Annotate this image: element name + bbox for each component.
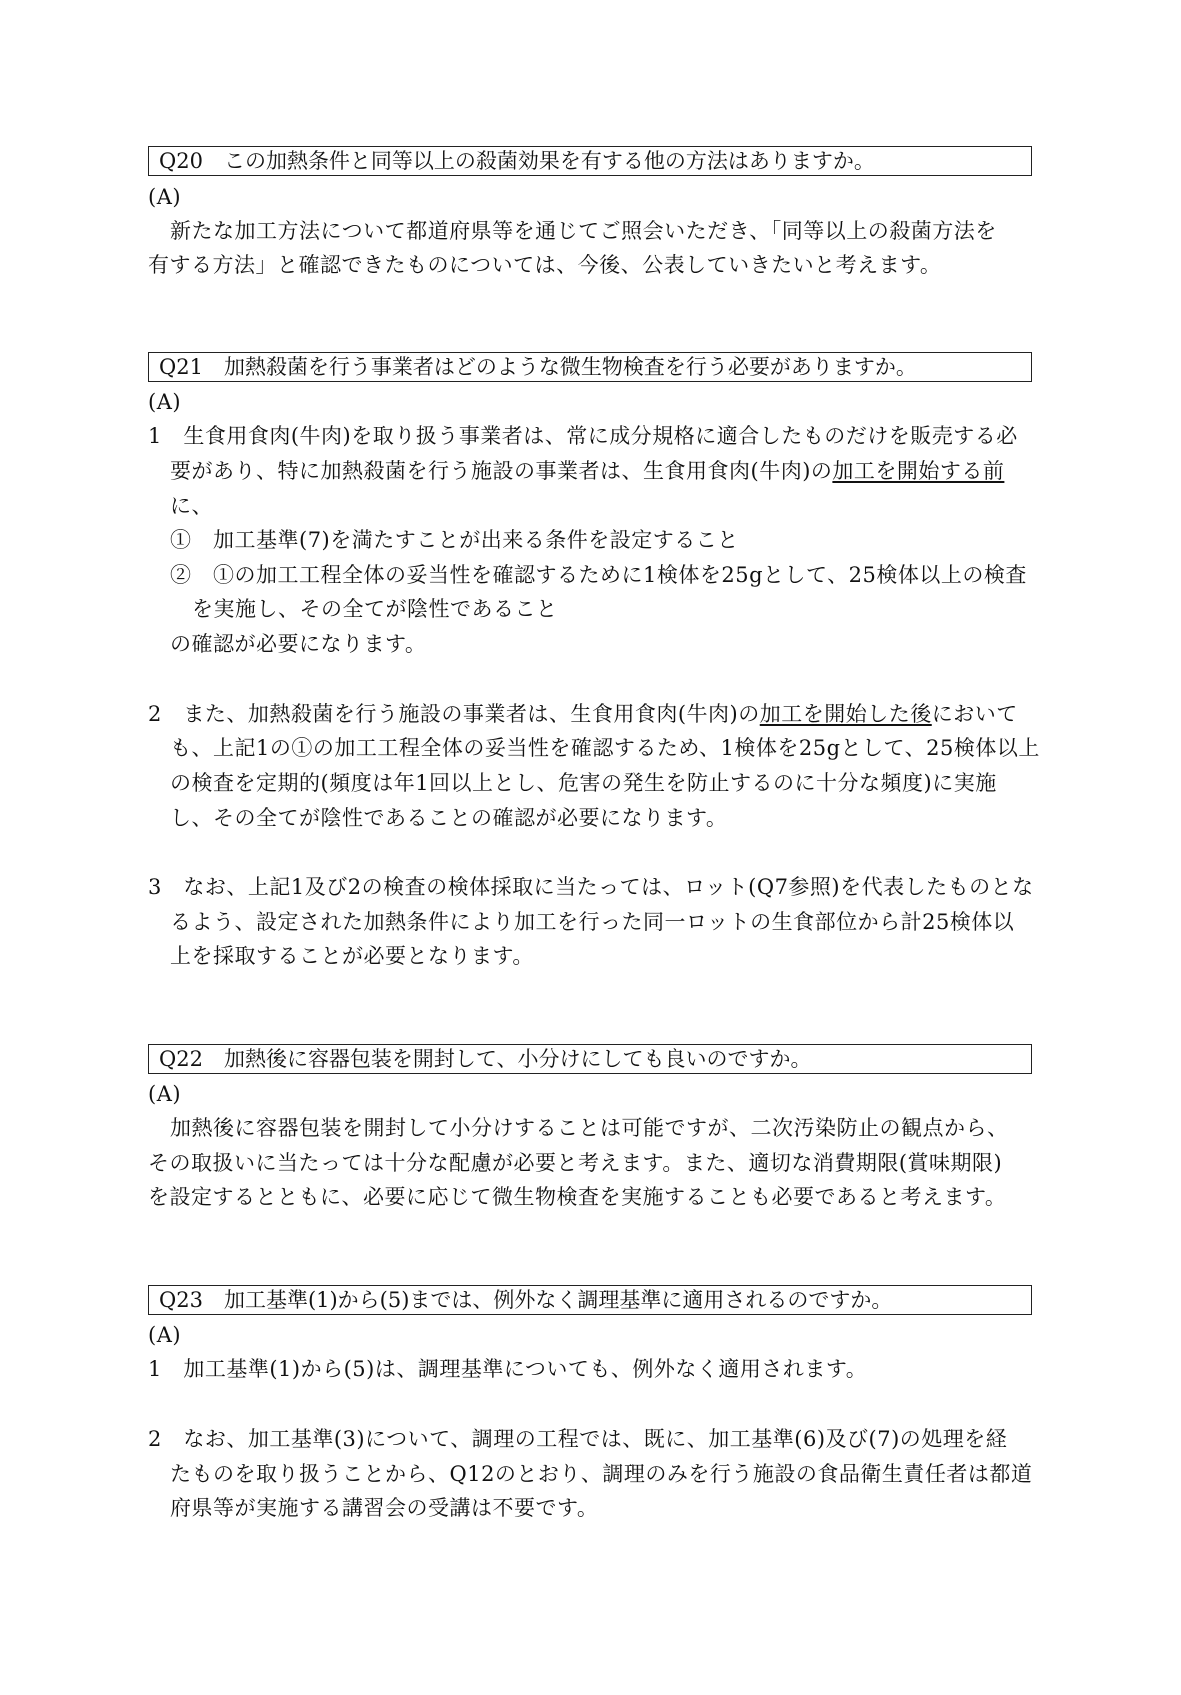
q22-answer-line-1: 加熱後に容器包装を開封して小分けすることは可能ですが、二次汚染防止の観点から、 xyxy=(170,1116,1009,1140)
q21-answer-label: (A) xyxy=(148,390,182,414)
q22-answer-line-3: を設定するとともに、必要に応じて微生物検査を実施することも必要であると考えます。 xyxy=(148,1185,1007,1209)
q23-answer-label: (A) xyxy=(148,1323,182,1347)
q23-question-box: Q23 加工基準(1)から(5)までは、例外なく調理基準に適用されるのですか。 xyxy=(148,1285,1032,1315)
q21-p1-line-2-text: 要があり、特に加熱殺菌を行う施設の事業者は、生食用食肉(牛肉)の xyxy=(170,459,833,483)
q21-p2-line-2: も、上記1の①の加工工程全体の妥当性を確認するため、1検体を25gとして、25検体以上 xyxy=(170,736,1040,760)
q20-answer-line-1: 新たな加工方法について都道府県等を通じてご照会いただき、「同等以上の殺菌方法を xyxy=(170,219,997,243)
q20-answer-line-2: 有する方法」と確認できたものについては、今後、公表していきたいと考えます。 xyxy=(148,253,942,277)
q21-p2-line-1-post: において xyxy=(931,702,1018,726)
q22-answer-label: (A) xyxy=(148,1082,182,1106)
q21-p3-line-2: るよう、設定された加熱条件により加工を行った同一ロットの生食部位から計25検体以 xyxy=(170,910,1015,934)
q21-item-1: ① 加工基準(7)を満たすことが出来る条件を設定すること xyxy=(170,528,739,552)
q23-p2-line-3: 府県等が実施する講習会の受講は不要です。 xyxy=(170,1496,599,1520)
q21-question-box: Q21 加熱殺菌を行う事業者はどのような微生物検査を行う必要がありますか。 xyxy=(148,352,1032,382)
q23-p2-line-1: 2 なお、加工基準(3)について、調理の工程では、既に、加工基準(6)及び(7)の処理を経 xyxy=(148,1427,1008,1451)
q21-underlined-after-processing: 加工を開始した後 xyxy=(759,702,932,726)
q21-p3-line-3: 上を採取することが必要となります。 xyxy=(170,944,534,968)
q21-item-2-line-2: を実施し、その全てが陰性であること xyxy=(192,597,558,621)
q23-p1: 1 加工基準(1)から(5)は、調理基準についても、例外なく適用されます。 xyxy=(148,1357,868,1381)
q22-answer-line-2: その取扱いに当たっては十分な配慮が必要と考えます。また、適切な消費期限(賞味期限) xyxy=(148,1151,1003,1175)
q21-p2-line-4: し、その全てが陰性であることの確認が必要になります。 xyxy=(170,806,728,830)
q21-p1-line-1: 1 生食用食肉(牛肉)を取り扱う事業者は、常に成分規格に適合したものだけを販売する必 xyxy=(148,424,1018,448)
q21-p2-line-1 xyxy=(148,701,1018,727)
q21-p2-line-1-pre: 2 また、加熱殺菌を行う施設の事業者は、生食用食肉(牛肉)の xyxy=(148,702,760,726)
q21-p2-line-3: の検査を定期的(頻度は年1回以上とし、危害の発生を防止するのに十分な頻度)に実施 xyxy=(170,771,997,795)
q23-p2-line-2: たものを取り扱うことから、Q12のとおり、調理のみを行う施設の食品衛生責任者は都道 xyxy=(170,1462,1033,1486)
q21-item-2-line-1: ② ①の加工工程全体の妥当性を確認するために1検体を25gとして、25検体以上の検査 xyxy=(170,563,1027,587)
q21-p3-line-1: 3 なお、上記1及び2の検査の検体採取に当たっては、ロット(Q7参照)を代表したものとな xyxy=(148,875,1034,899)
q20-answer-label: (A) xyxy=(148,185,182,209)
q21-p1-line-2 xyxy=(170,458,1004,484)
q21-underlined-before-processing: 加工を開始する前 xyxy=(832,459,1005,483)
q21-p1-line-3: に、 xyxy=(170,494,213,518)
q22-question-box: Q22 加熱後に容器包装を開封して、小分けにしても良いのですか。 xyxy=(148,1044,1032,1074)
q21-p1-close: の確認が必要になります。 xyxy=(170,632,427,656)
q20-question-box: Q20 この加熱条件と同等以上の殺菌効果を有する他の方法はありますか。 xyxy=(148,146,1032,176)
